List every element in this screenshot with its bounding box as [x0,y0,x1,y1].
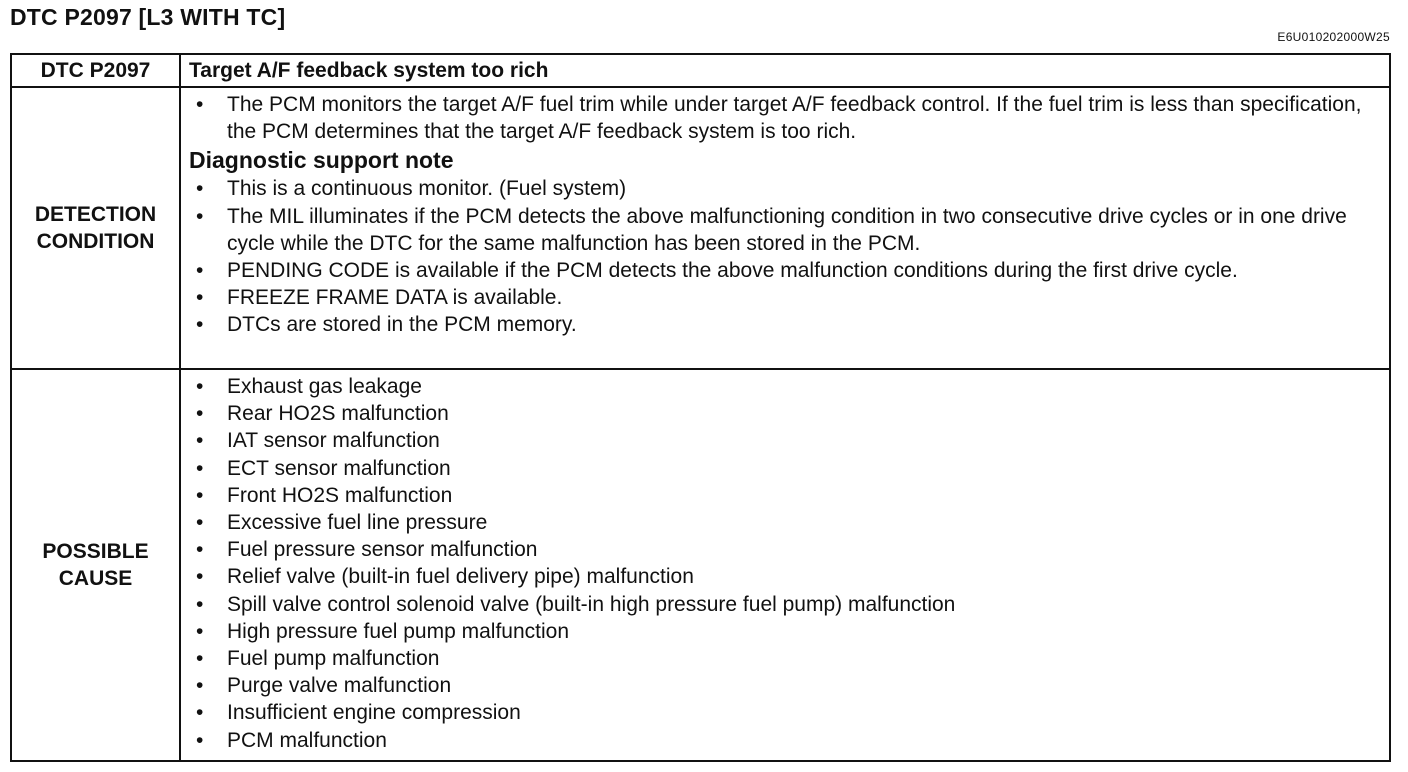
detection-condition-row [11,87,1390,369]
list-item: • IAT sensor malfunction [181,427,1379,454]
list-item: • PCM malfunction [181,727,1379,754]
list-item: • This is a continuous monitor. (Fuel system) [181,175,1379,202]
dtc-header-row [11,54,1390,87]
list-item: • Front HO2S malfunction [181,482,1379,509]
dtc-table [10,53,1391,762]
detection-intro-list [181,91,1379,145]
detection-condition-label [11,87,180,369]
dtc-label: DTC P2097 [11,54,180,87]
diagnostic-notes-list [181,175,1379,338]
list-item: • ECT sensor malfunction [181,455,1379,482]
list-item: • DTCs are stored in the PCM memory. [181,311,1379,338]
list-item: • Excessive fuel line pressure [181,509,1379,536]
list-item: • Fuel pump malfunction [181,645,1379,672]
detection-label-line2: CONDITION [36,230,155,253]
possible-cause-row [11,369,1390,761]
page-title: DTC P2097 [L3 WITH TC] [10,4,286,30]
list-item: • High pressure fuel pump malfunction [181,618,1379,645]
cause-label-line1: POSSIBLE [42,540,149,563]
detection-condition-content [180,87,1390,369]
list-item: • The PCM monitors the target A/F fuel trim while under target A/F feedback control. If the fuel trim is less than specification, the PCM determines that the target A/F feedback system is too rich. [181,91,1379,145]
document-code: E6U010202000W25 [1277,30,1390,44]
dtc-description: Target A/F feedback system too rich [180,54,1390,87]
list-item: • PENDING CODE is available if the PCM detects the above malfunction conditions during the first drive cycle. [181,257,1379,284]
list-item: • Exhaust gas leakage [181,373,1379,400]
possible-cause-label [11,369,180,761]
cause-label-line2: CAUSE [58,567,133,590]
list-item: • Purge valve malfunction [181,672,1379,699]
list-item: • The MIL illuminates if the PCM detects the above malfunctioning condition in two consecutive drive cycles or in one drive cycle while the DTC for the same malfunction has been stored in the PCM. [181,203,1379,257]
list-item: • Fuel pressure sensor malfunction [181,536,1379,563]
list-item: • FREEZE FRAME DATA is available. [181,284,1379,311]
list-item: • Rear HO2S malfunction [181,400,1379,427]
list-item: • Spill valve control solenoid valve (built-in high pressure fuel pump) malfunction [181,591,1379,618]
possible-cause-content [180,369,1390,761]
detection-label-line1: DETECTION [34,203,157,226]
diagnostic-support-note-heading: Diagnostic support note [189,147,454,174]
list-item: • Insufficient engine compression [181,699,1379,726]
list-item: • Relief valve (built-in fuel delivery pipe) malfunction [181,563,1379,590]
possible-cause-list [181,373,1379,754]
